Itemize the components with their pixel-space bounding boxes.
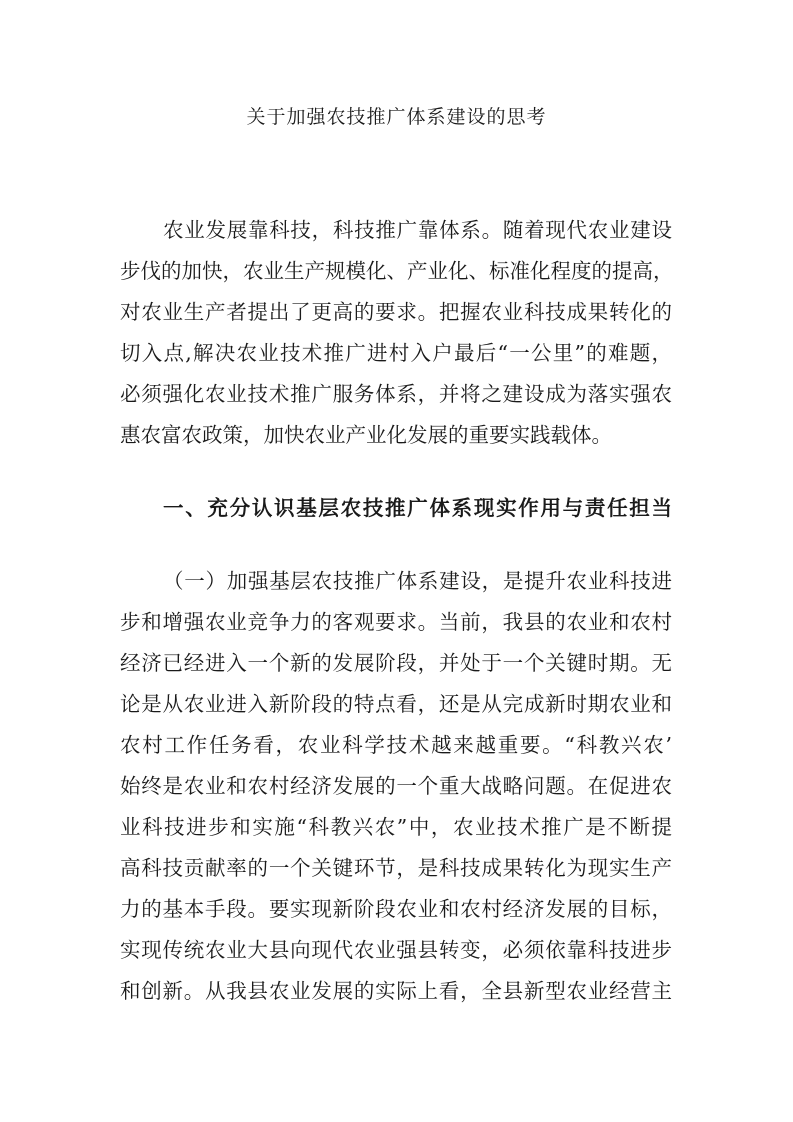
body-line: 高科技贡献率的一个关键环节，是科技成果转化为现实生产 (120, 856, 672, 880)
intro-line: 必须强化农业技术推广服务体系，并将之建设成为落实强农 (120, 382, 672, 406)
body-line: 论是从农业进入新阶段的特点看，还是从完成新时期农业和 (120, 692, 672, 716)
body-line: （一）加强基层农技推广体系建设，是提升农业科技进 (163, 569, 672, 593)
body-line: 经济已经进入一个新的发展阶段，并处于一个关键时期。无 (120, 651, 672, 675)
body-line: 实现传统农业大县向现代农业强县转变，必须依靠科技进步 (120, 938, 672, 962)
intro-line: 切入点,解决农业技术推广进村入户最后“一公里”的难题， (120, 341, 672, 365)
section-heading: 一、充分认识基层农技推广体系现实作用与责任担当 (163, 496, 672, 520)
body-line: 始终是农业和农村经济发展的一个重大战略问题。在促进农 (120, 774, 672, 798)
intro-line: 惠农富农政策，加快农业产业化发展的重要实践载体。 (120, 423, 612, 447)
body-line: 和创新。从我县农业发展的实际上看，全县新型农业经营主 (120, 979, 672, 1003)
intro-line: 步伐的加快，农业生产规模化、产业化、标准化程度的提高， (120, 259, 674, 283)
body-line: 步和增强农业竞争力的客观要求。当前，我县的农业和农村 (120, 610, 672, 634)
body-line: 农村工作任务看，农业科学技术越来越重要。“科教兴农’ (120, 733, 672, 757)
document-title: 关于加强农技推广体系建设的思考 (246, 106, 547, 128)
intro-line: 对农业生产者提出了更高的要求。把握农业科技成果转化的 (120, 300, 672, 324)
body-line: 业科技进步和实施“科教兴农”中，农业技术推广是不断提 (120, 815, 672, 839)
intro-line: 农业发展靠科技，科技推广靠体系。随着现代农业建设 (163, 218, 672, 242)
body-line: 力的基本手段。要实现新阶段农业和农村经济发展的目标， (120, 897, 672, 921)
